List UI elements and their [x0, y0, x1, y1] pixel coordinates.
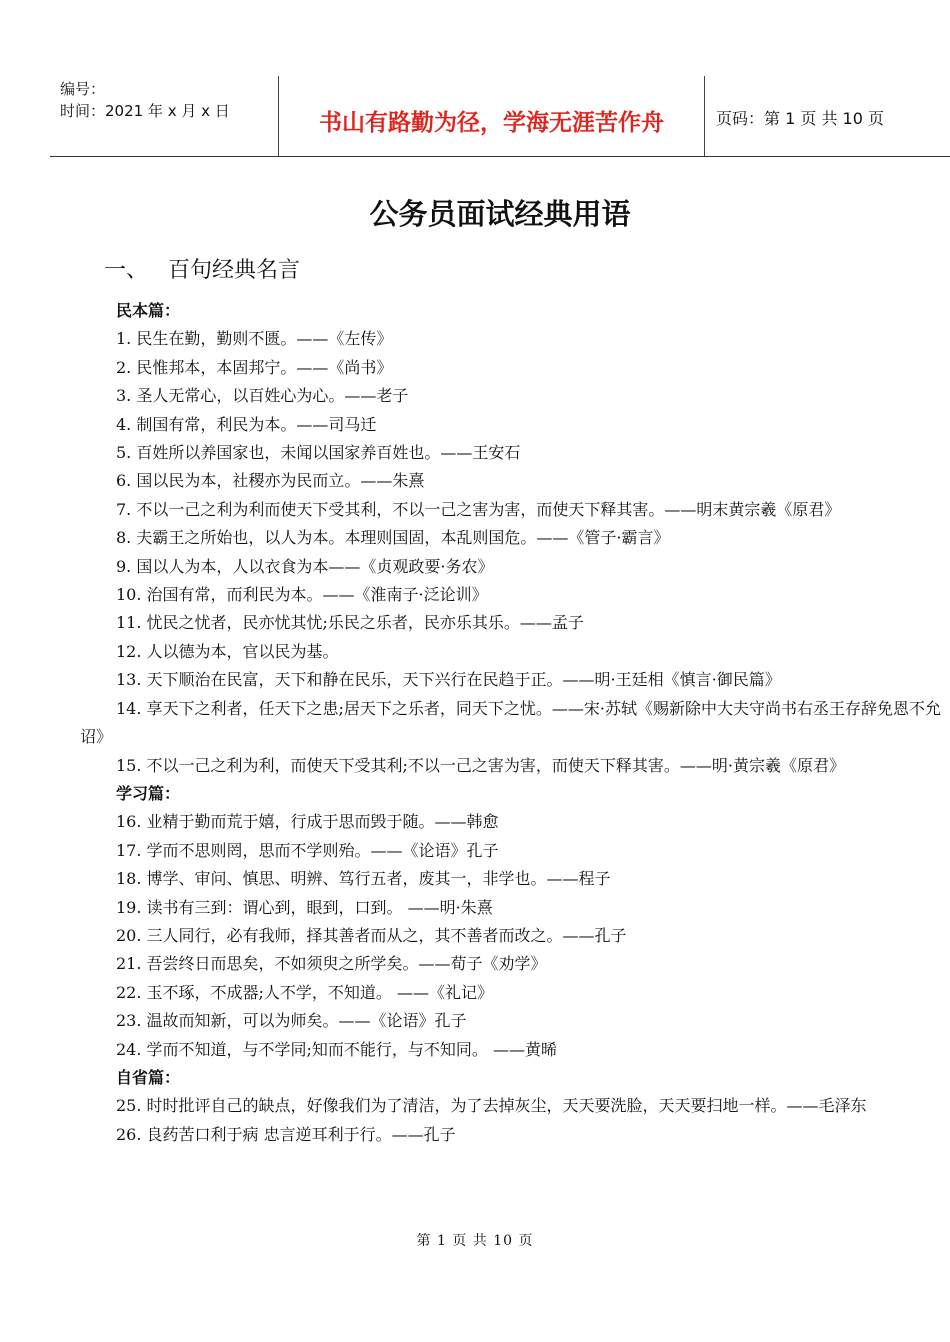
document-title: 公务员面试经典用语	[369, 197, 631, 231]
quote-item: 14. 享天下之利者，任天下之患;居天下之乐者，同天下之忧。——宋·苏轼《赐新除中大夫守尚书右丞王存辞免恩不允诏》	[80, 698, 942, 747]
page-footer: 第 1 页 共 10 页	[416, 1233, 534, 1249]
category-heading: 民本篇：	[116, 301, 181, 320]
quote-item: 26. 良药苦口利于病 忠言逆耳利于行。——孔子	[116, 1124, 456, 1144]
quote-item: 1. 民生在勤，勤则不匮。——《左传》	[116, 329, 393, 349]
document-number-label: 编号：	[60, 80, 106, 98]
page-header	[50, 76, 950, 157]
quote-item: 13. 天下顺治在民富，天下和静在民乐，天下兴行在民趋于正。——明·王廷相《慎言·御民篇》	[116, 670, 781, 690]
quote-item: 25. 时时批评自己的缺点，好像我们为了清洁，为了去掉灰尘，天天要洗脸，天天要扫地一样。——毛泽东	[116, 1096, 867, 1116]
quote-item: 8. 夫霸王之所始也，以人为本。本理则国固，本乱则国危。——《管子·霸言》	[116, 528, 670, 548]
header-page-label: 页码：第 1 页 共 10 页	[716, 109, 884, 128]
quote-item: 22. 玉不琢，不成器;人不学，不知道。 ——《礼记》	[116, 982, 494, 1002]
quote-item: 18. 博学、审问、慎思、明辨、笃行五者，废其一，非学也。——程子	[116, 869, 611, 889]
quote-item: 11. 忧民之忧者，民亦忧其忧;乐民之乐者，民亦乐其乐。——孟子	[116, 613, 584, 633]
quote-item: 17. 学而不思则罔，思而不学则殆。——《论语》孔子	[116, 840, 499, 860]
quote-item: 6. 国以民为本，社稷亦为民而立。——朱熹	[116, 471, 425, 491]
category-heading: 学习篇：	[116, 783, 181, 803]
quote-item: 7. 不以一己之利为利而使天下受其利，不以一己之害为害，而使天下释其害。——明末黄宗羲《原君》	[116, 499, 841, 519]
header-divider	[704, 76, 705, 156]
quote-item: 12. 人以德为本，官以民为基。	[116, 641, 339, 661]
quote-item: 9. 国以人为本，人以衣食为本——《贞观政要·务农》	[116, 556, 494, 576]
quote-item: 21. 吾尝终日而思矣，不如须臾之所学矣。——荀子《劝学》	[116, 954, 547, 974]
quote-list	[80, 297, 945, 1149]
header-motto: 书山有路勤为径，学海无涯苦作舟	[319, 110, 664, 136]
section-number: 一、	[104, 258, 149, 283]
quote-item: 19. 读书有三到：谓心到，眼到，口到。 ——明·朱熹	[116, 897, 493, 917]
section-title: 百句经典名言	[168, 258, 301, 283]
quote-item: 10. 治国有常，而利民为本。——《淮南子·泛论训》	[116, 585, 488, 605]
quote-item: 15. 不以一己之利为利，而使天下受其利;不以一己之害为害，而使天下释其害。——明·黄宗羲《原君》	[116, 755, 846, 775]
quote-item: 23. 温故而知新，可以为师矣。——《论语》孔子	[116, 1011, 467, 1031]
quote-item: 3. 圣人无常心，以百姓心为心。——老子	[116, 386, 409, 406]
header-meta	[60, 78, 280, 122]
quote-item: 16. 业精于勤而荒于嬉，行成于思而毁于随。——韩愈	[116, 812, 499, 832]
quote-item: 4. 制国有常，利民为本。——司马迁	[116, 414, 377, 434]
quote-item: 2. 民惟邦本，本固邦宁。——《尚书》	[116, 357, 393, 377]
quote-item: 5. 百姓所以养国家也，未闻以国家养百姓也。——王安石	[116, 443, 521, 463]
category-heading: 自省篇：	[116, 1067, 181, 1087]
quote-item: 20. 三人同行，必有我师，择其善者而从之，其不善者而改之。——孔子	[116, 925, 627, 945]
quote-item: 24. 学而不知道，与不学同;知而不能行，与不知同。 ——黄晞	[116, 1039, 558, 1059]
document-time-label: 时间：2021 年 x 月 x 日	[60, 102, 230, 120]
section-heading	[104, 253, 300, 284]
